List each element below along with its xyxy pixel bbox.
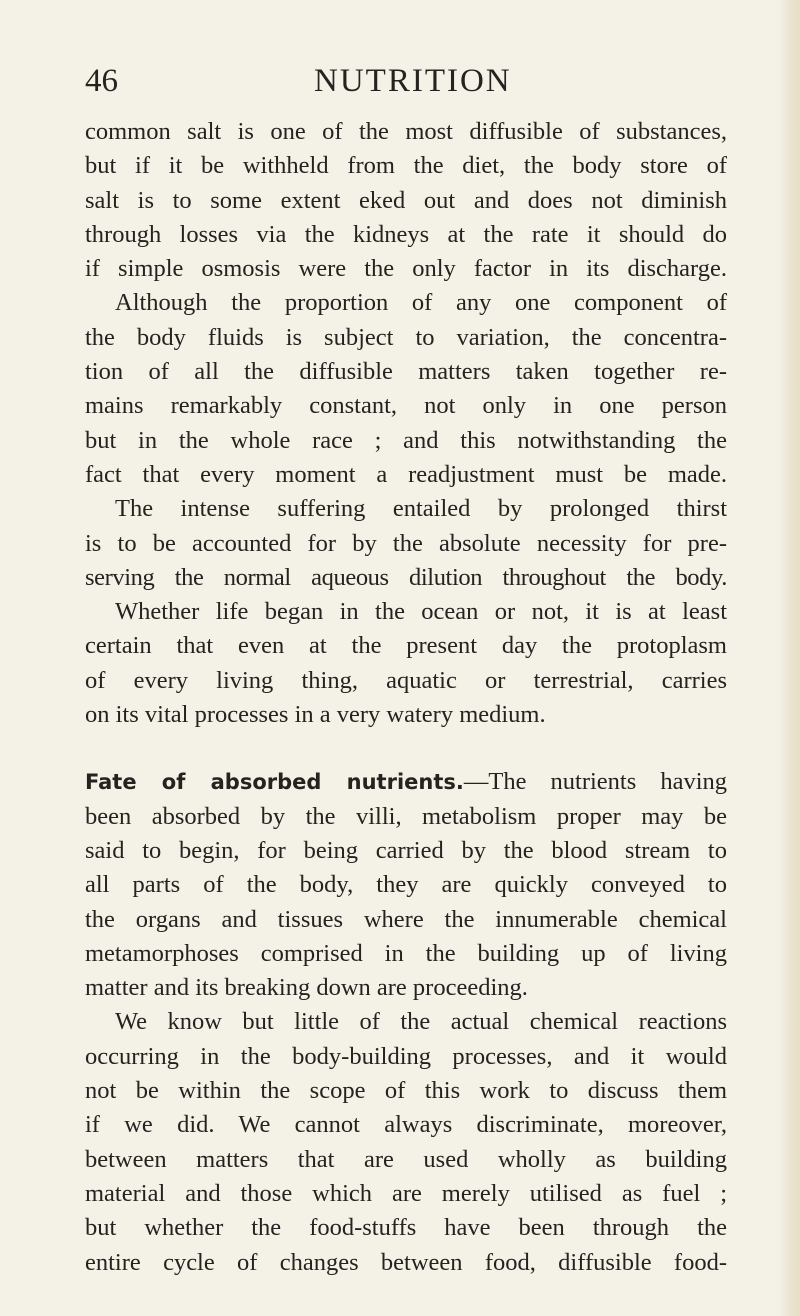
body-text (85, 115, 727, 1280)
text-line: We know but little of the actual chemical reactions (115, 1008, 727, 1036)
text-line: through losses via the kidneys at the rate it should do (85, 220, 727, 248)
text-line: material and those which are merely utilised as fuel ; (85, 1179, 727, 1207)
text-line: is to be accounted for by the absolute necessity for pre- (85, 529, 727, 557)
running-title: NUTRITION (314, 63, 512, 99)
text-line: salt is to some extent eked out and does not diminish (85, 186, 727, 214)
text-line: entire cycle of changes between food, diffusible food- (85, 1248, 727, 1276)
text-line: said to begin, for being carried by the blood stream to (85, 836, 727, 864)
text-line: tion of all the diffusible matters taken together re- (85, 358, 727, 386)
text-line: matter and its breaking down are proceeding. (85, 974, 528, 1002)
text-line: but whether the food-stuffs have been through the (85, 1214, 727, 1242)
section-heading: Fate of absorbed nutrients. (85, 770, 464, 795)
text-line: the organs and tissues where the innumerable chemical (85, 905, 727, 933)
text-line: but if it be withheld from the diet, the body store of (85, 152, 727, 180)
text-line: Although the proportion of any one component of (115, 289, 727, 317)
paragraph-gap (85, 732, 727, 765)
text-line: The intense suffering entailed by prolonged thirst (115, 495, 727, 523)
text-line: not be within the scope of this work to discuss them (85, 1077, 727, 1105)
text-line: serving the normal aqueous dilution throughout the body. (85, 563, 727, 591)
section-lead-text: —The nutrients having (463, 768, 728, 796)
text-line: occurring in the body-building processes, and it would (85, 1042, 727, 1070)
text-line: on its vital processes in a very watery medium. (85, 701, 546, 729)
section-first-line (85, 765, 727, 799)
text-line: mains remarkably constant, not only in one person (85, 392, 727, 420)
text-line: common salt is one of the most diffusible of substances, (85, 118, 727, 145)
page-header (85, 60, 725, 102)
text-line: if we did. We cannot always discriminate, moreover, (85, 1111, 727, 1139)
text-line: metamorphoses comprised in the building up of living (85, 939, 727, 967)
text-line: the body fluids is subject to variation, the concentra- (85, 323, 727, 351)
text-line: all parts of the body, they are quickly conveyed to (85, 871, 727, 899)
text-line: fact that every moment a readjustment must be made. (85, 460, 727, 488)
text-line: if simple osmosis were the only factor in its discharge. (85, 255, 727, 283)
text-line: but in the whole race ; and this notwithstanding the (85, 426, 727, 454)
page-number: 46 (85, 63, 118, 99)
text-line: been absorbed by the villi, metabolism proper may be (85, 802, 727, 830)
text-line: Whether life began in the ocean or not, it is at least (115, 598, 727, 626)
text-line: certain that even at the present day the protoplasm (85, 632, 727, 660)
page-edge-shadow (778, 0, 800, 1316)
text-line: between matters that are used wholly as building (85, 1145, 727, 1173)
text-line: of every living thing, aquatic or terrestrial, carries (85, 666, 727, 694)
